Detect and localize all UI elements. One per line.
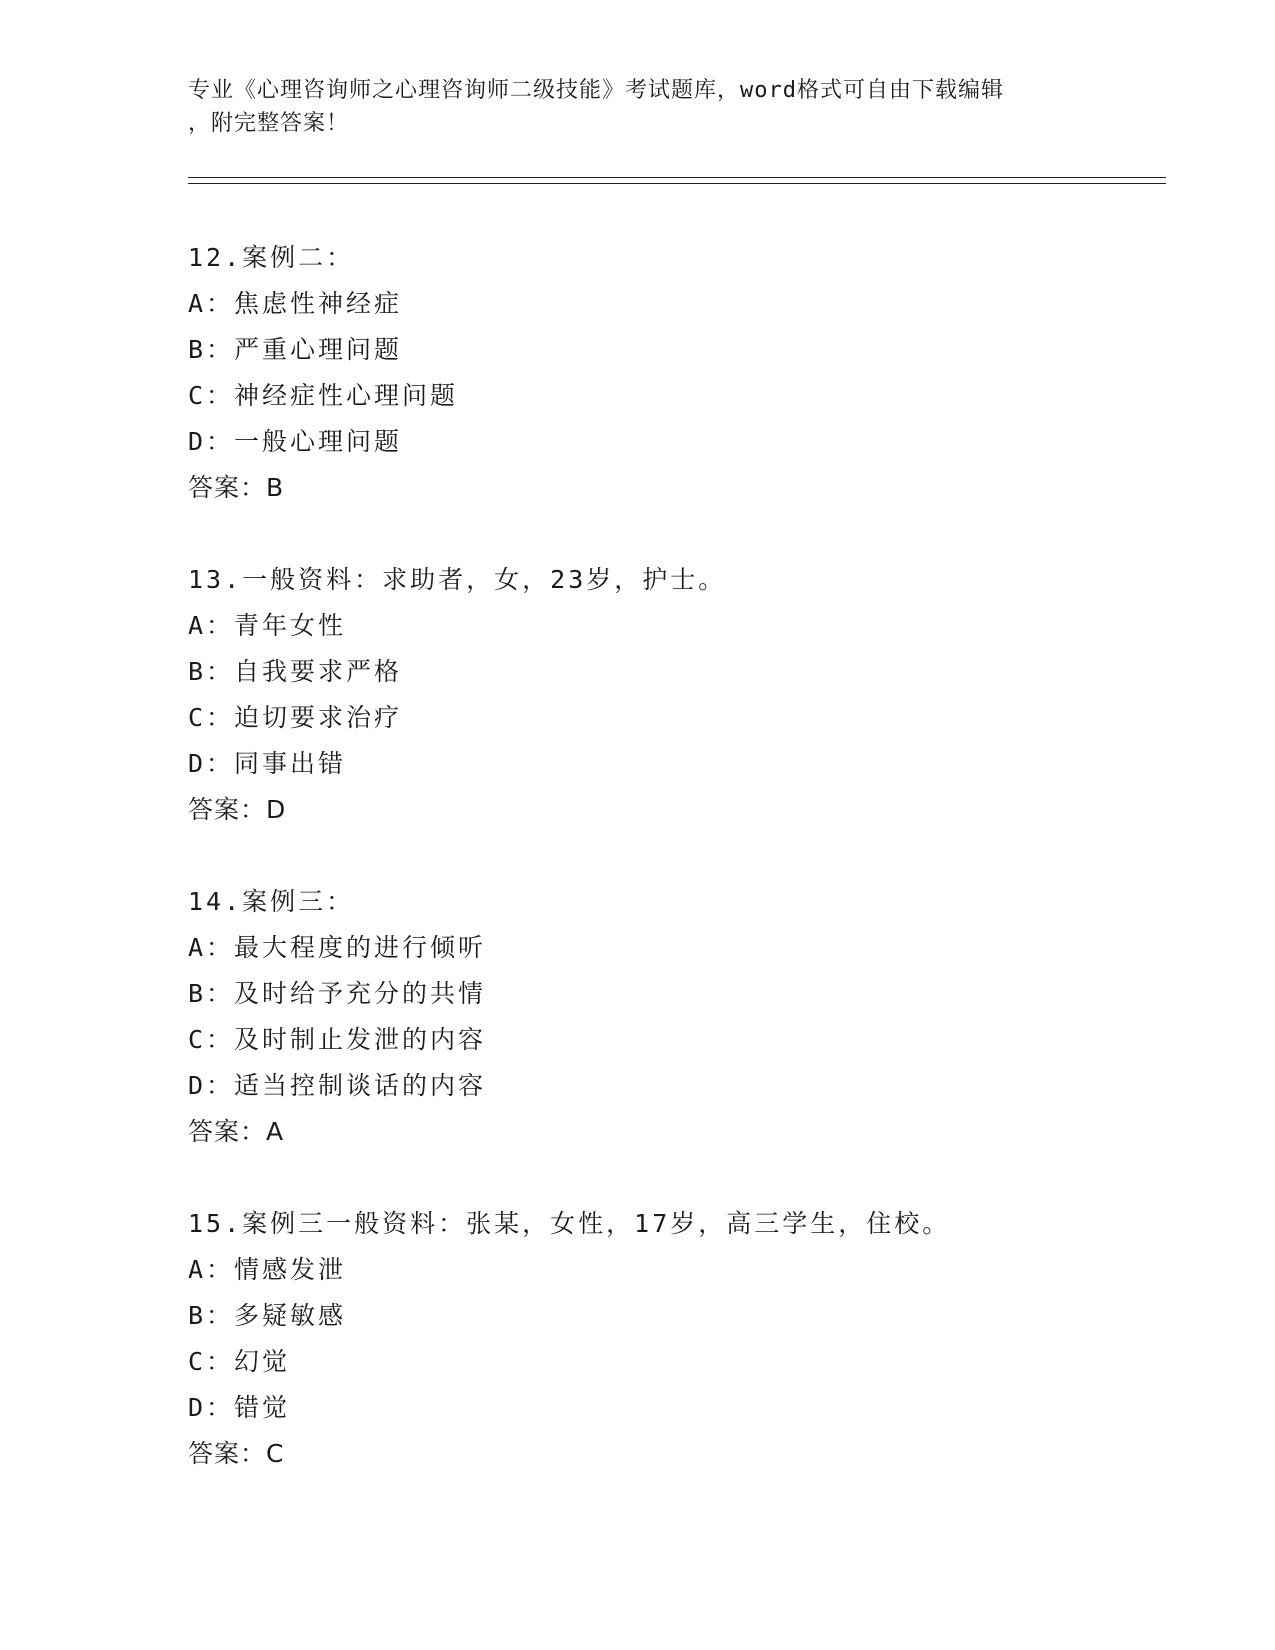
question-stem: 12.案例二： — [188, 243, 355, 272]
question-stem: 13.一般资料：求助者，女，23岁，护士。 — [188, 565, 727, 594]
header-line-2: ，附完整答案！ — [188, 111, 350, 136]
answer: 答案：B — [188, 473, 285, 502]
option-c: C：及时制止发泄的内容 — [188, 1025, 487, 1054]
question-13 — [188, 557, 1168, 833]
option-b: B：自我要求严格 — [188, 657, 403, 686]
option-a: A：情感发泄 — [188, 1255, 347, 1284]
option-d: D：同事出错 — [188, 749, 347, 778]
option-a: A：焦虑性神经症 — [188, 289, 403, 318]
option-c: C：幻觉 — [188, 1347, 291, 1376]
question-stem: 15.案例三一般资料：张某，女性，17岁，高三学生，住校。 — [188, 1209, 951, 1238]
option-b: B：多疑敏感 — [188, 1301, 347, 1330]
question-15 — [188, 1201, 1168, 1477]
option-c: C：迫切要求治疗 — [188, 703, 403, 732]
option-d: D：适当控制谈话的内容 — [188, 1071, 487, 1100]
question-12 — [188, 235, 1168, 511]
header-divider-bottom — [188, 183, 1166, 184]
question-list — [188, 235, 1168, 1523]
answer: 答案：D — [188, 795, 287, 824]
option-c: C：神经症性心理问题 — [188, 381, 459, 410]
answer: 答案：A — [188, 1117, 285, 1146]
option-a: A：青年女性 — [188, 611, 347, 640]
option-b: B：及时给予充分的共情 — [188, 979, 487, 1008]
header-divider-top — [188, 177, 1166, 178]
question-stem: 14.案例三： — [188, 887, 355, 916]
option-b: B：严重心理问题 — [188, 335, 403, 364]
header-line-1: 专业《心理咨询师之心理咨询师二级技能》考试题库，word格式可自由下载编辑 — [188, 78, 1004, 103]
document-header — [188, 74, 1088, 140]
option-d: D：一般心理问题 — [188, 427, 403, 456]
option-a: A：最大程度的进行倾听 — [188, 933, 487, 962]
option-d: D：错觉 — [188, 1393, 291, 1422]
question-14 — [188, 879, 1168, 1155]
answer: 答案：C — [188, 1439, 285, 1468]
